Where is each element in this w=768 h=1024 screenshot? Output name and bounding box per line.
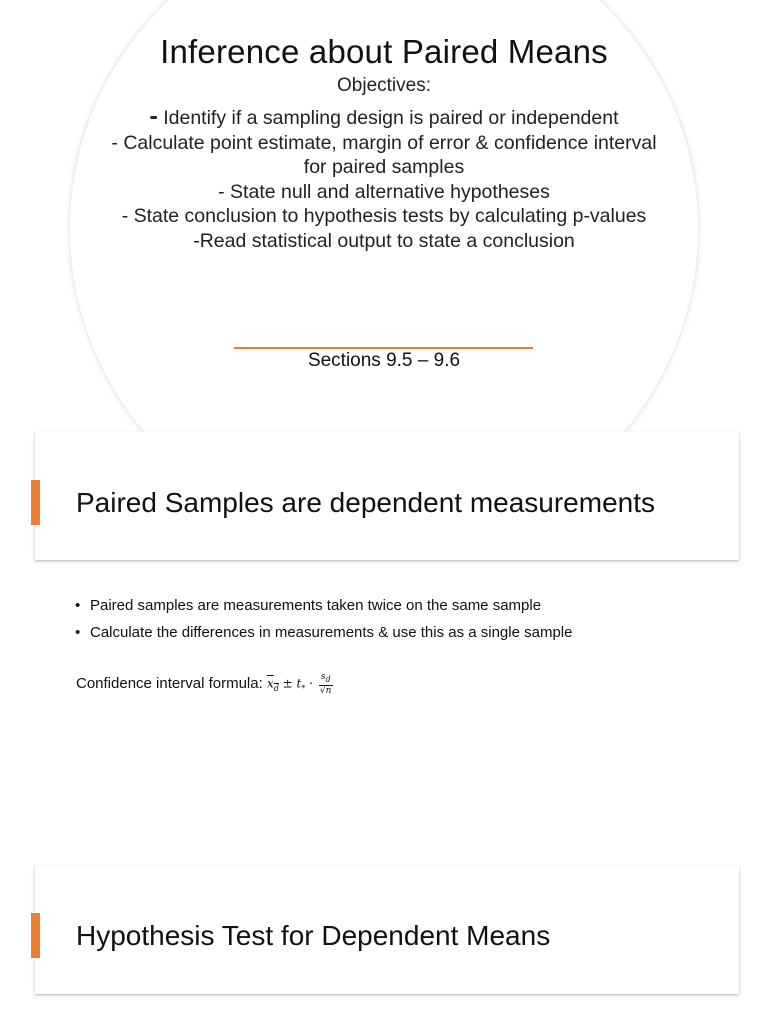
bullet-item: • Calculate the differences in measurements & use this as a single sample [75,624,573,641]
bullet-list [75,592,572,646]
slide-title: Inference about Paired Means [160,33,608,70]
sections-label: Sections 9.5 – 9.6 [307,350,461,371]
objective-item: - Calculate point estimate, margin of error & confidence interval for paired samples [111,131,657,178]
title-slide [0,0,768,432]
objectives-label: Objectives: [337,75,431,96]
confidence-interval-text [76,672,333,696]
objective-item: - Identify if a sampling design is paired or independent [149,102,619,130]
slide-title: Paired Samples are dependent measurements [76,487,656,518]
hypothesis-test-slide [0,864,768,1024]
slide-title: Hypothesis Test for Dependent Means [76,920,551,951]
objectives-list [0,104,768,253]
objective-item: - State conclusion to hypothesis tests by calculating p-values [121,205,647,227]
accent-bar [31,913,40,958]
ci-formula: $\overline{x}_{\overline{d}} \pm t_*$ · $\frac{s_d}{√n}$ [266,672,332,696]
paired-samples-slide [0,432,768,864]
ci-label: Confidence interval formula: [76,674,263,692]
objective-item: - State null and alternative hypotheses [218,180,550,203]
accent-bar [31,480,40,525]
bullet-item: • Paired samples are measurements taken twice on the same sample [75,597,542,614]
divider-line [234,347,533,349]
objective-item: -Read statistical output to state a conclusion [193,229,575,252]
